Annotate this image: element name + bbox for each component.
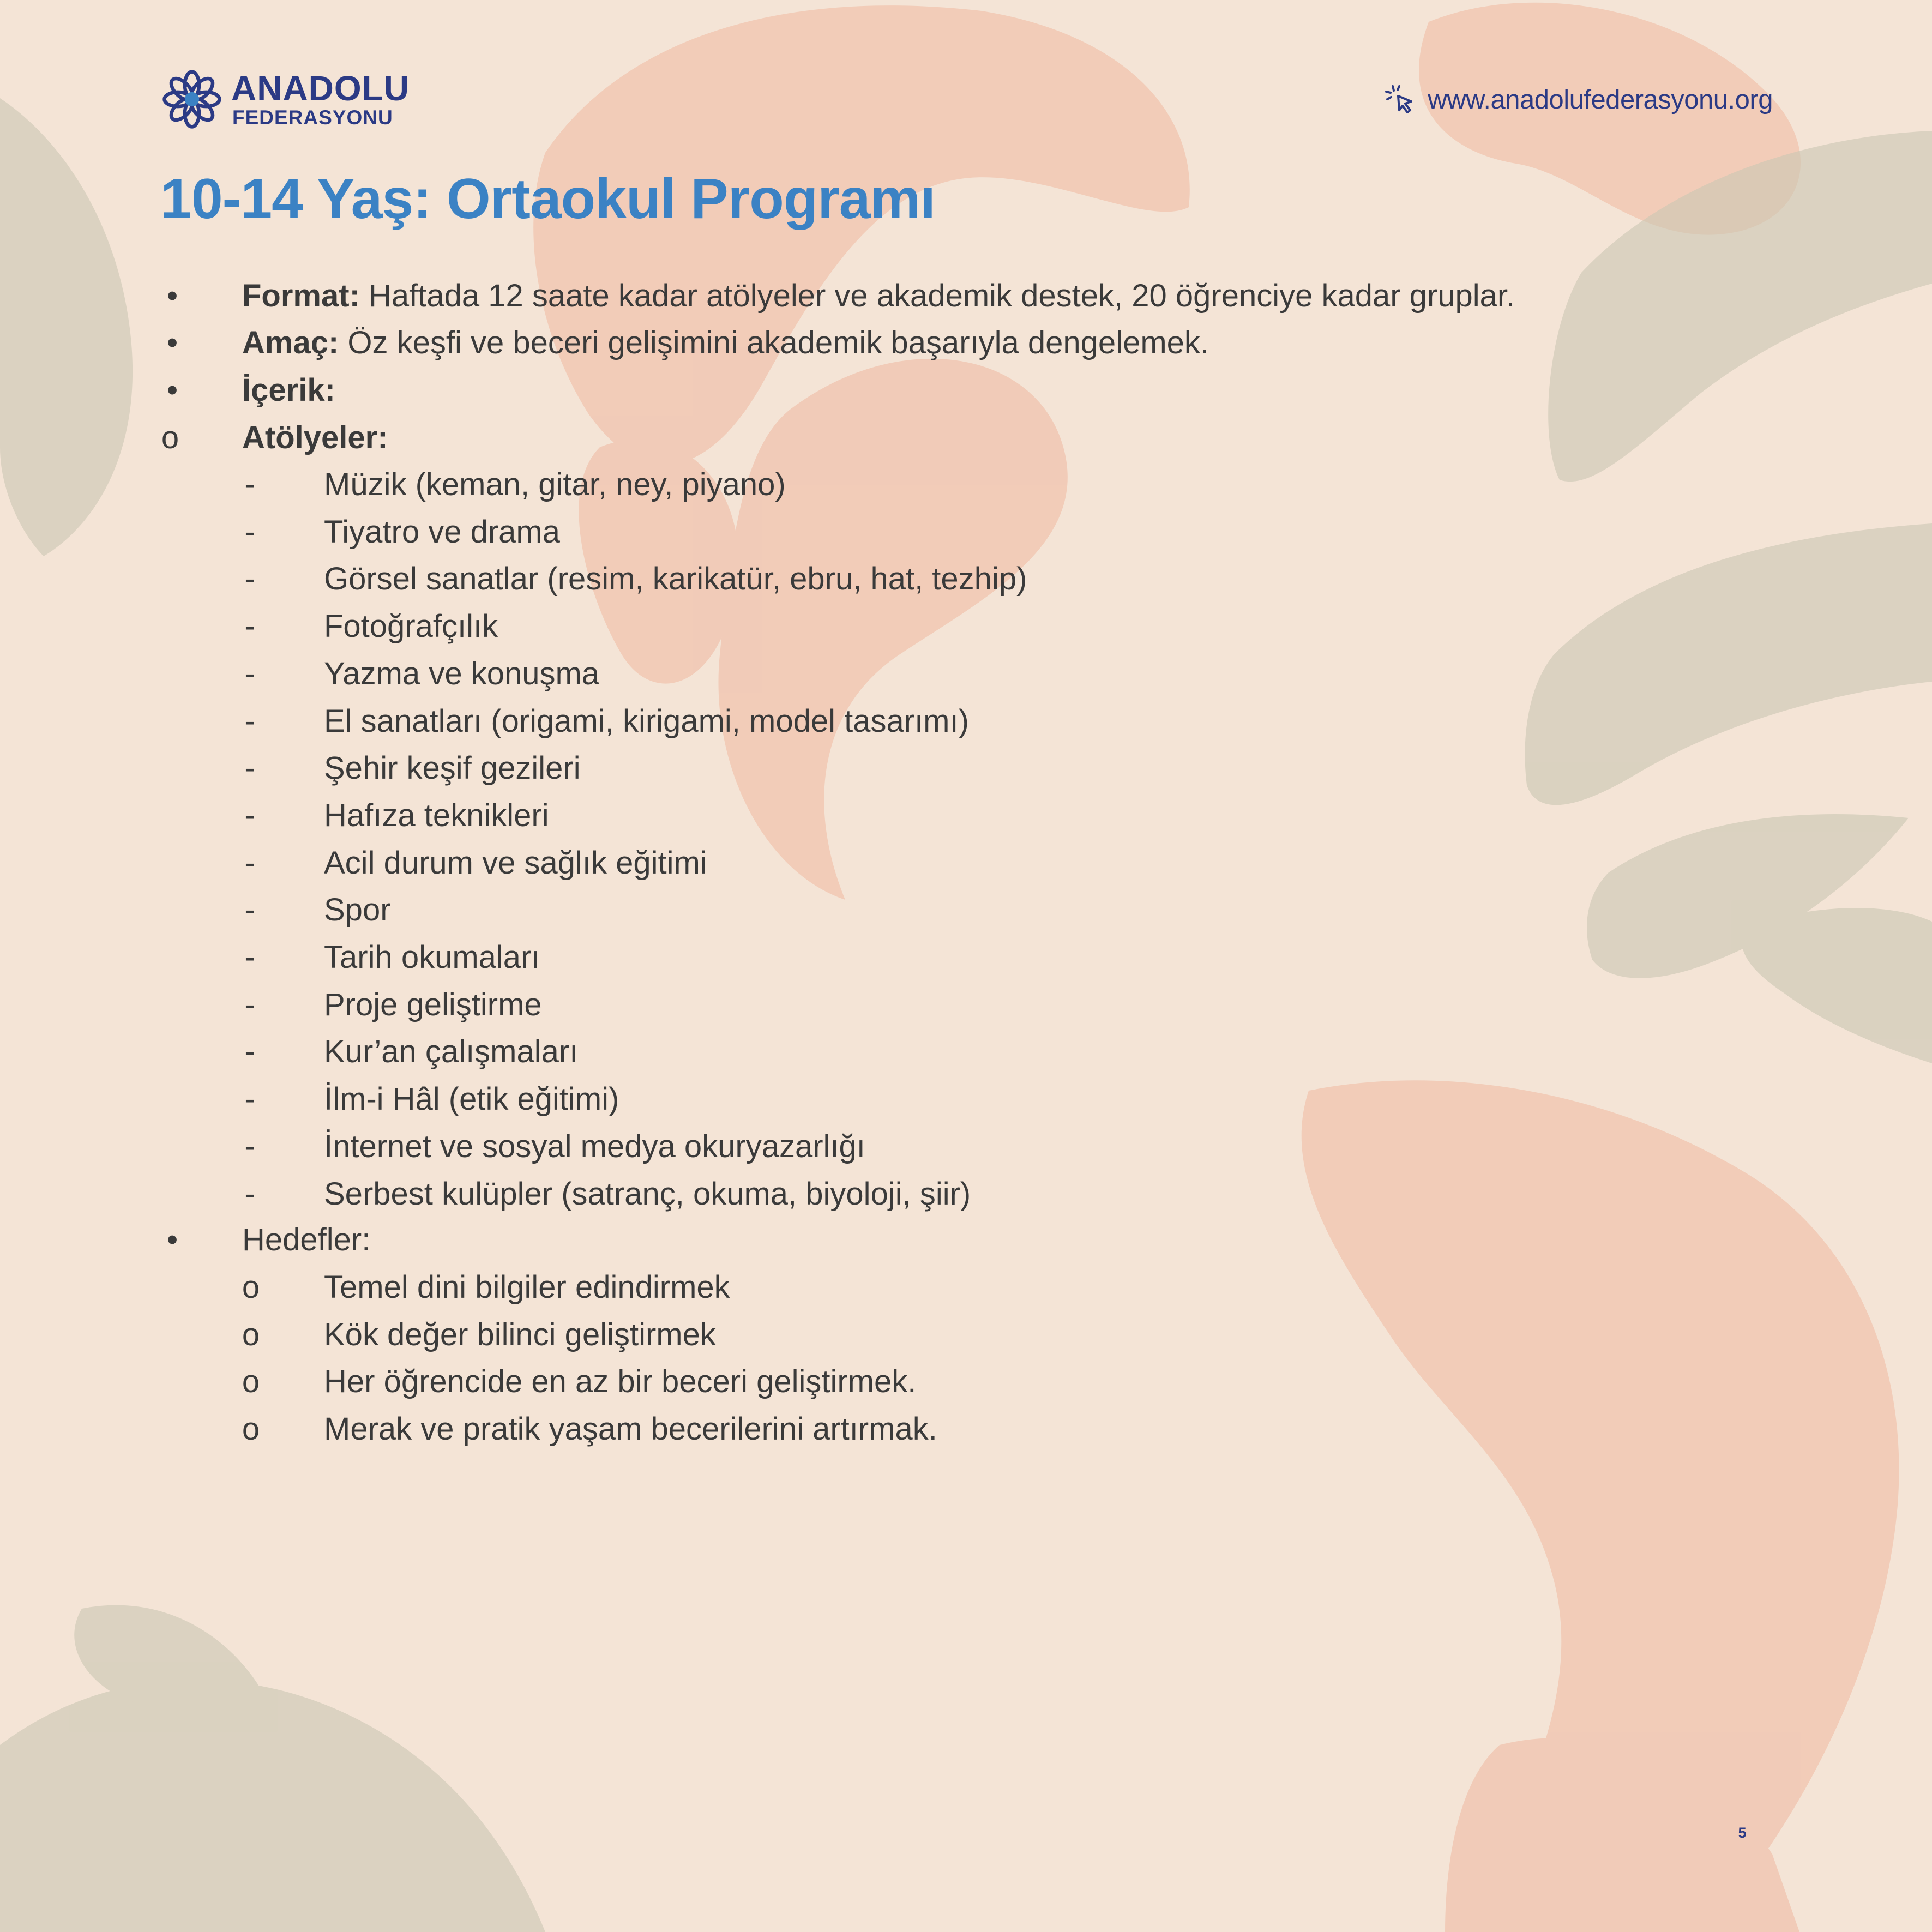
brand-logo[interactable]: [161, 68, 423, 133]
bullet: •: [166, 278, 178, 314]
workshop-text: Şehir keşif gezileri: [324, 750, 581, 786]
dash-marker: -: [244, 514, 255, 550]
cursor-click-icon: [1384, 83, 1418, 117]
goal-text: Temel dini bilgiler edindirmek: [324, 1269, 730, 1305]
dash-marker: -: [244, 1176, 255, 1212]
goal-text: Merak ve pratik yaşam becerilerini artırmak.: [324, 1411, 937, 1447]
workshop-text: Görsel sanatlar (resim, karikatür, ebru, hat, tezhip): [324, 561, 1027, 597]
format-text: Haftada 12 saate kadar atölyeler ve akademik destek, 20 öğrenciye kadar gruplar.: [359, 278, 1515, 314]
circle-marker: o: [242, 1364, 260, 1400]
dash-marker: -: [244, 845, 255, 881]
page-title: 10-14 Yaş: Ortaokul Programı: [160, 167, 935, 231]
dash-marker: -: [244, 892, 255, 928]
hedefler-label: Hedefler:: [242, 1222, 371, 1257]
page-number: 5: [1738, 1825, 1747, 1841]
dash-marker: -: [244, 703, 255, 739]
circle-marker: o: [242, 1269, 260, 1305]
atolyeler-label: Atölyeler:: [242, 420, 388, 455]
circle-marker: o: [161, 420, 179, 455]
workshop-text: Serbest kulüpler (satranç, okuma, biyoloji, şiir): [324, 1176, 971, 1212]
brand-name: ANADOLU: [231, 69, 410, 108]
workshop-text: İnternet ve sosyal medya okuryazarlığı: [324, 1128, 865, 1164]
workshop-text: Tarih okumaları: [324, 940, 540, 975]
workshop-text: Hafıza teknikleri: [324, 797, 549, 833]
dash-marker: -: [244, 467, 255, 502]
dash-marker: -: [244, 940, 255, 975]
circle-marker: o: [242, 1411, 260, 1447]
workshop-text: El sanatları (origami, kirigami, model tasarımı): [324, 703, 969, 739]
flower-emblem-icon: [161, 69, 222, 130]
dash-marker: -: [244, 986, 255, 1022]
goal-text: Kök değer bilinci geliştirmek: [324, 1316, 716, 1352]
dash-marker: -: [244, 655, 255, 691]
workshop-text: Yazma ve konuşma: [324, 655, 600, 691]
dash-marker: -: [244, 561, 255, 597]
amac-text: Öz keşfi ve beceri gelişimini akademik başarıyla dengelemek.: [339, 325, 1209, 360]
amac-label: Amaç:: [242, 325, 339, 360]
dash-marker: -: [244, 750, 255, 786]
dash-marker: -: [244, 1128, 255, 1164]
goal-text: Her öğrencide en az bir beceri geliştirmek.: [324, 1364, 917, 1400]
workshop-text: İlm-i Hâl (etik eğitimi): [324, 1081, 619, 1117]
dash-marker: -: [244, 609, 255, 645]
workshop-text: Müzik (keman, gitar, ney, piyano): [324, 467, 786, 502]
workshop-text: Tiyatro ve drama: [324, 514, 560, 550]
website-url[interactable]: www.anadolufederasyonu.org: [1428, 85, 1773, 115]
circle-marker: o: [242, 1316, 260, 1352]
icerik-label: İçerik:: [242, 372, 335, 408]
website-link[interactable]: [1384, 82, 1773, 118]
bullet: •: [166, 325, 178, 360]
workshop-text: Proje geliştirme: [324, 986, 542, 1022]
bullet: •: [166, 372, 178, 408]
bullet: •: [166, 1222, 178, 1257]
dash-marker: -: [244, 1034, 255, 1070]
workshop-text: Acil durum ve sağlık eğitimi: [324, 845, 707, 881]
workshop-text: Spor: [324, 892, 391, 928]
workshop-text: Fotoğrafçılık: [324, 609, 498, 645]
dash-marker: -: [244, 1081, 255, 1117]
workshop-text: Kur’an çalışmaları: [324, 1034, 579, 1070]
brand-subtitle: FEDERASYONU: [232, 106, 393, 129]
format-label: Format:: [242, 278, 360, 314]
dash-marker: -: [244, 797, 255, 833]
